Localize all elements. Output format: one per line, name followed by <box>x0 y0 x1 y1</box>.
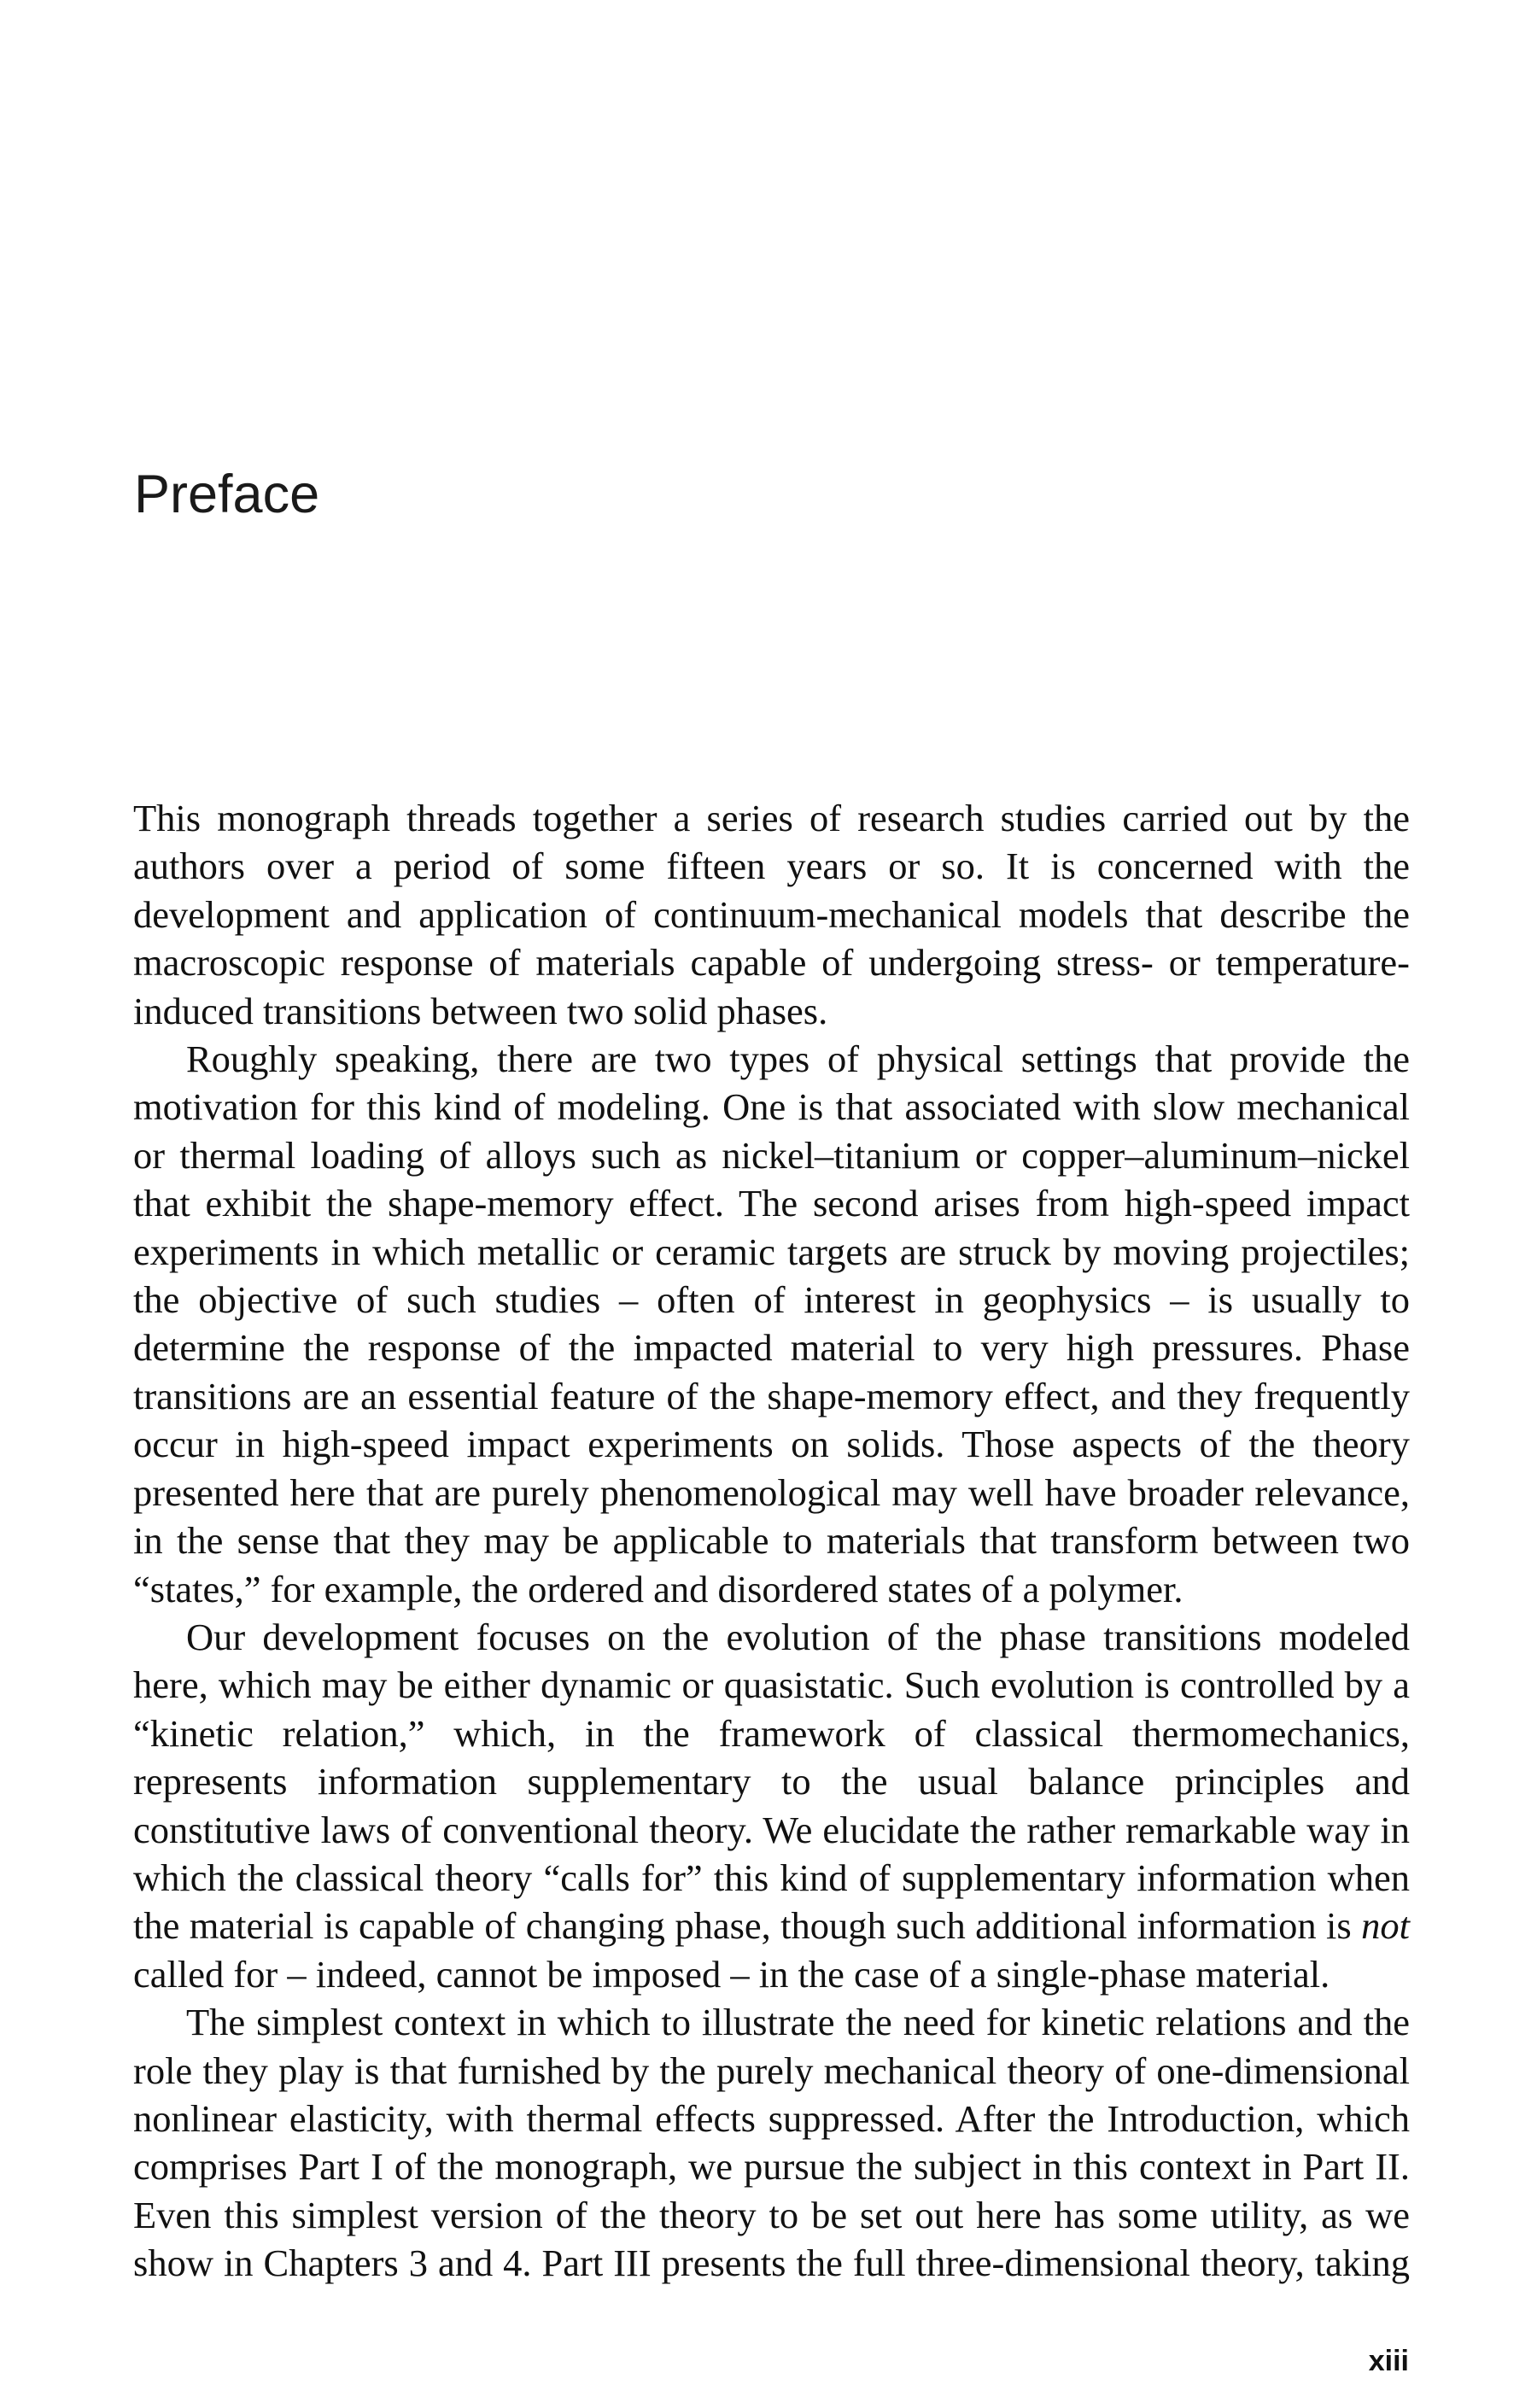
body-text <box>133 794 1410 2288</box>
emphasis-not: not <box>1361 1904 1410 1948</box>
paragraph-3-text-a: Our development focuses on the evolution of the phase transitions modeled here, which may be either dynamic or quasistatic. Such evolution is controlled by a “kinetic relation,” which, in the framework of classical thermomechanics, represents information supplementary to the usual balance principles and constitutive laws of conventional theory. We elucidate the rather remarkable way in which the classical theory “calls for” this kind of supplementary information when the material is capable of changing phase, though such additional information is <box>133 1615 1410 1948</box>
paragraph-3-text-b: called for – indeed, cannot be imposed – in the case of a single-phase material. <box>133 1952 1330 1996</box>
paragraph-3 <box>133 1613 1410 1998</box>
paragraph-1: This monograph threads together a series of research studies carried out by the authors over a period of some fifteen years or so. It is concerned with the development and application of continuum-mechanical models that describe the macroscopic response of materials capable of undergoing stress- or temperature-induced transitions between two solid phases. <box>133 797 1410 1032</box>
chapter-title: Preface <box>134 465 320 524</box>
page-number: xiii <box>1368 2345 1409 2377</box>
paragraph-4: The simplest context in which to illustrate the need for kinetic relations and the role they play is that furnished by the purely mechanical theory of one-dimensional nonlinear elasticity, with thermal effects suppressed. After the Introduction, which comprises Part I of the monograph, we pursue the subject in this context in Part II. Even this simplest version of the theory to be set out here has some utility, as we show in Chapters 3 and 4. Part III presents the full three-dimensional theory, taking <box>133 2001 1410 2285</box>
paragraph-2: Roughly speaking, there are two types of physical settings that provide the motivation for this kind of modeling. One is that associated with slow mechanical or thermal loading of alloys such as nickel–titanium or copper–aluminum–nickel that exhibit the shape-memory effect. The second arises from high-speed impact experiments in which metallic or ceramic targets are struck by moving projectiles; the objective of such studies – often of interest in geophysics – is usually to determine the response of the impacted material to very high pressures. Phase transitions are an essential feature of the shape-memory effect, and they frequently occur in high-speed impact experiments on solids. Those aspects of the theory presented here that are purely phenomenological may well have broader relevance, in the sense that they may be applicable to materials that transform between two “states,” for example, the ordered and disordered states of a polymer. <box>133 1037 1410 1610</box>
